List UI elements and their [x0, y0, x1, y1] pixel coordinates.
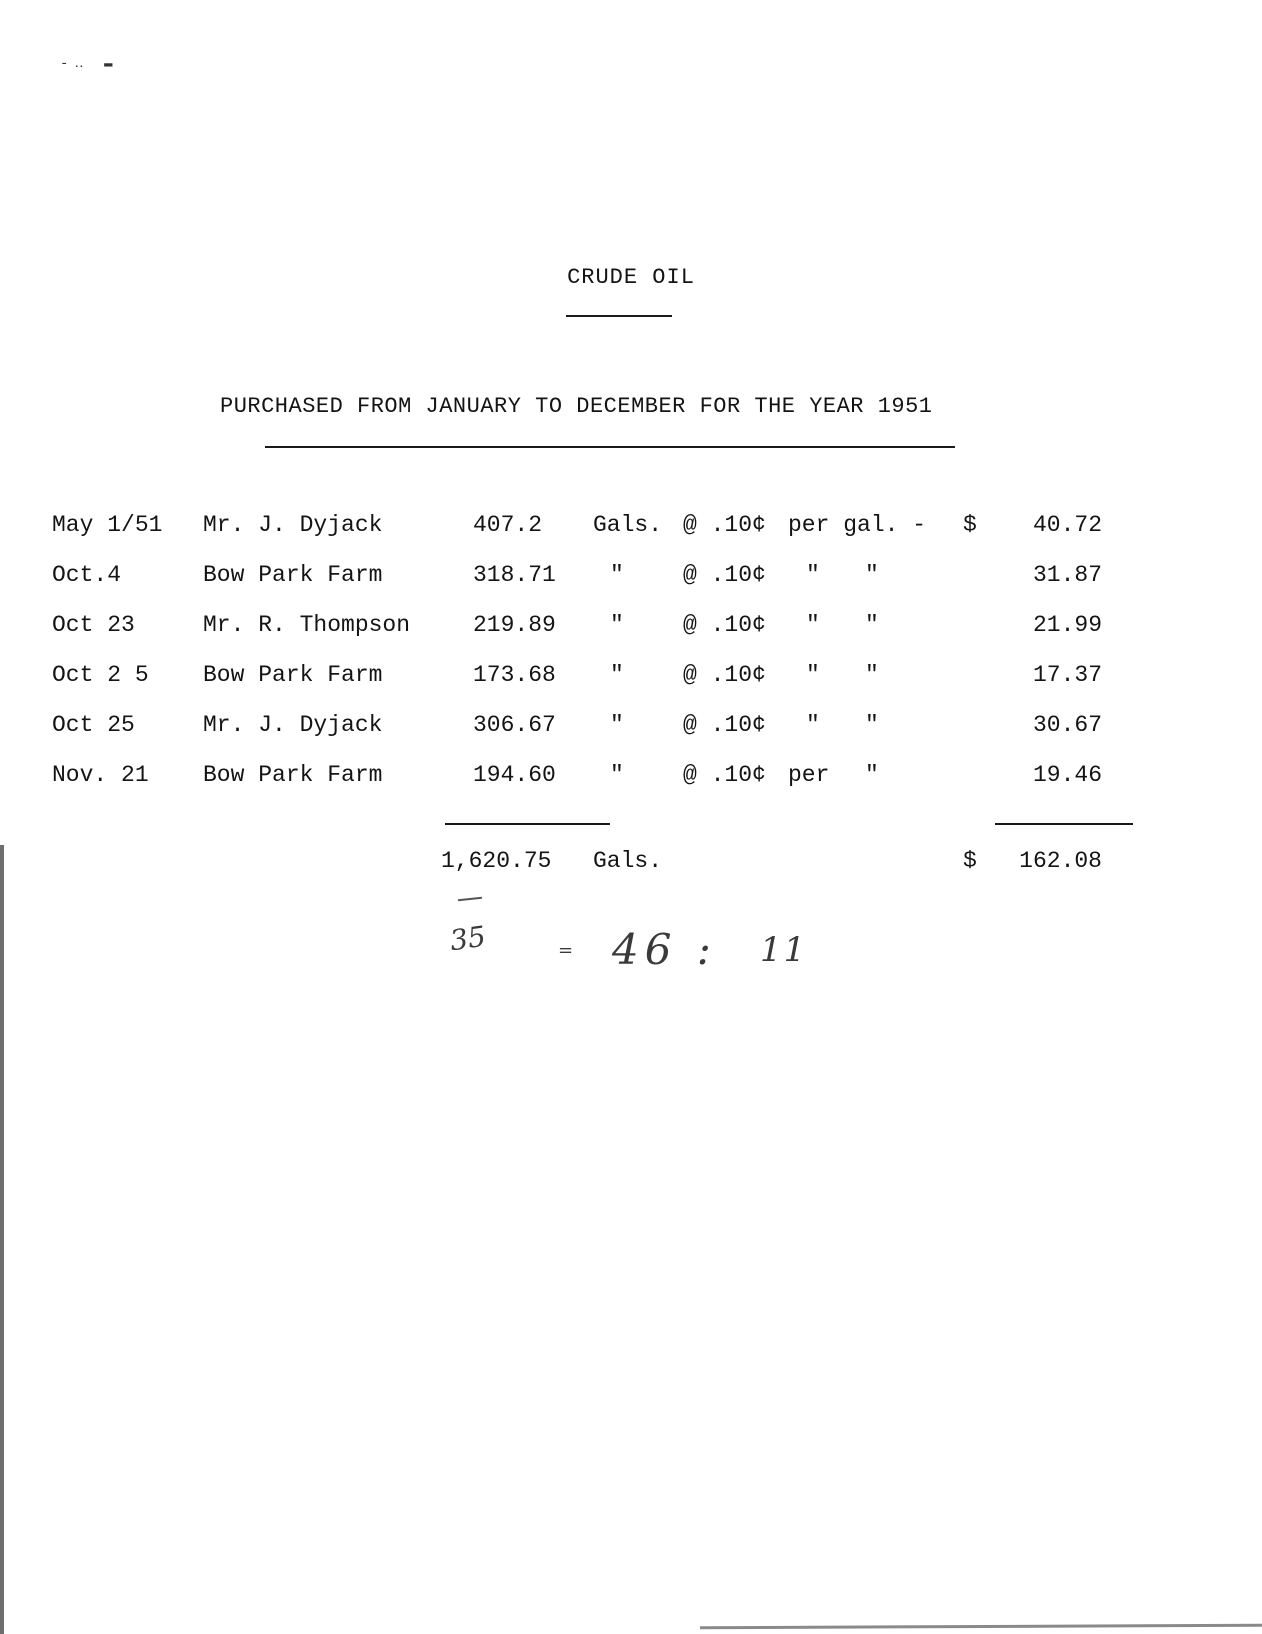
- subtitle-underline: [265, 446, 955, 448]
- row-supplier: Bow Park Farm: [203, 662, 383, 688]
- table-row: [0, 712, 1262, 742]
- row-amount: 40.72: [1032, 512, 1102, 538]
- table-row: [0, 512, 1262, 542]
- row-unit: Gals.: [593, 512, 663, 538]
- ditto-mark: ": [610, 712, 624, 738]
- row-rate: @ .10¢: [683, 512, 766, 538]
- scan-specks: -‥ ▬: [60, 56, 119, 72]
- row-rate: @ .10¢: [683, 612, 766, 638]
- row-date: May 1/51: [52, 512, 163, 538]
- row-gallons: 194.60: [473, 762, 556, 788]
- ditto-mark: ": [806, 662, 820, 688]
- row-supplier: Bow Park Farm: [203, 562, 383, 588]
- total-gallons: 1,620.75: [441, 848, 552, 874]
- ditto-mark: ": [610, 562, 624, 588]
- ditto-mark: ": [865, 762, 879, 788]
- row-rate: @ .10¢: [683, 662, 766, 688]
- ditto-mark: ": [865, 562, 879, 588]
- row-supplier: Mr. R. Thompson: [203, 612, 411, 638]
- document-title: CRUDE OIL: [567, 265, 695, 290]
- row-rate: @ .10¢: [683, 562, 766, 588]
- row-supplier: Mr. J. Dyjack: [203, 712, 383, 738]
- ditto-mark: ": [806, 612, 820, 638]
- table-row: [0, 562, 1262, 592]
- row-amount: 31.87: [1032, 562, 1102, 588]
- row-basis: per: [788, 762, 830, 788]
- row-supplier: Mr. J. Dyjack: [203, 512, 383, 538]
- handwritten-note-equals: =: [558, 940, 574, 961]
- ditto-mark: ": [806, 712, 820, 738]
- row-date: Oct 2 5: [52, 662, 149, 688]
- table-row: [0, 612, 1262, 642]
- row-date: Oct.4: [52, 562, 122, 588]
- row-gallons: 306.67: [473, 712, 556, 738]
- total-amount: 162.08: [1019, 848, 1102, 874]
- handwritten-note-second: 46 :: [612, 925, 717, 974]
- page-edge-left: [0, 845, 4, 1634]
- handwritten-dash: [458, 897, 482, 901]
- row-gallons: 173.68: [473, 662, 556, 688]
- ditto-mark: ": [806, 562, 820, 588]
- title-underline: [566, 315, 672, 317]
- row-amount: 17.37: [1032, 662, 1102, 688]
- gallons-total-rule: [445, 823, 610, 825]
- ditto-mark: ": [610, 612, 624, 638]
- row-amount: 19.46: [1032, 762, 1102, 788]
- row-supplier: Bow Park Farm: [203, 762, 383, 788]
- document-subtitle: PURCHASED FROM JANUARY TO DECEMBER FOR THE YEAR 1951: [220, 394, 933, 419]
- row-date: Nov. 21: [52, 762, 149, 788]
- row-amount: 21.99: [1032, 612, 1102, 638]
- table-row: [0, 662, 1262, 692]
- row-amount: 30.67: [1032, 712, 1102, 738]
- row-gallons: 318.71: [473, 562, 556, 588]
- row-dollar-sign: $: [963, 512, 977, 538]
- row-gallons: 407.2: [473, 512, 543, 538]
- page-edge-bottom: [700, 1624, 1262, 1629]
- amount-total-rule: [995, 823, 1133, 825]
- total-dollar-sign: $: [963, 848, 977, 874]
- handwritten-note-third: 11: [760, 930, 808, 970]
- handwritten-note-first: 35: [447, 919, 488, 958]
- table-row: [0, 762, 1262, 792]
- row-rate: @ .10¢: [683, 762, 766, 788]
- row-basis: per gal. -: [788, 512, 927, 538]
- row-date: Oct 25: [52, 712, 135, 738]
- ditto-mark: ": [865, 712, 879, 738]
- row-rate: @ .10¢: [683, 712, 766, 738]
- row-gallons: 219.89: [473, 612, 556, 638]
- total-unit: Gals.: [593, 848, 663, 874]
- row-date: Oct 23: [52, 612, 135, 638]
- ditto-mark: ": [865, 662, 879, 688]
- ditto-mark: ": [610, 762, 624, 788]
- ditto-mark: ": [865, 612, 879, 638]
- ditto-mark: ": [610, 662, 624, 688]
